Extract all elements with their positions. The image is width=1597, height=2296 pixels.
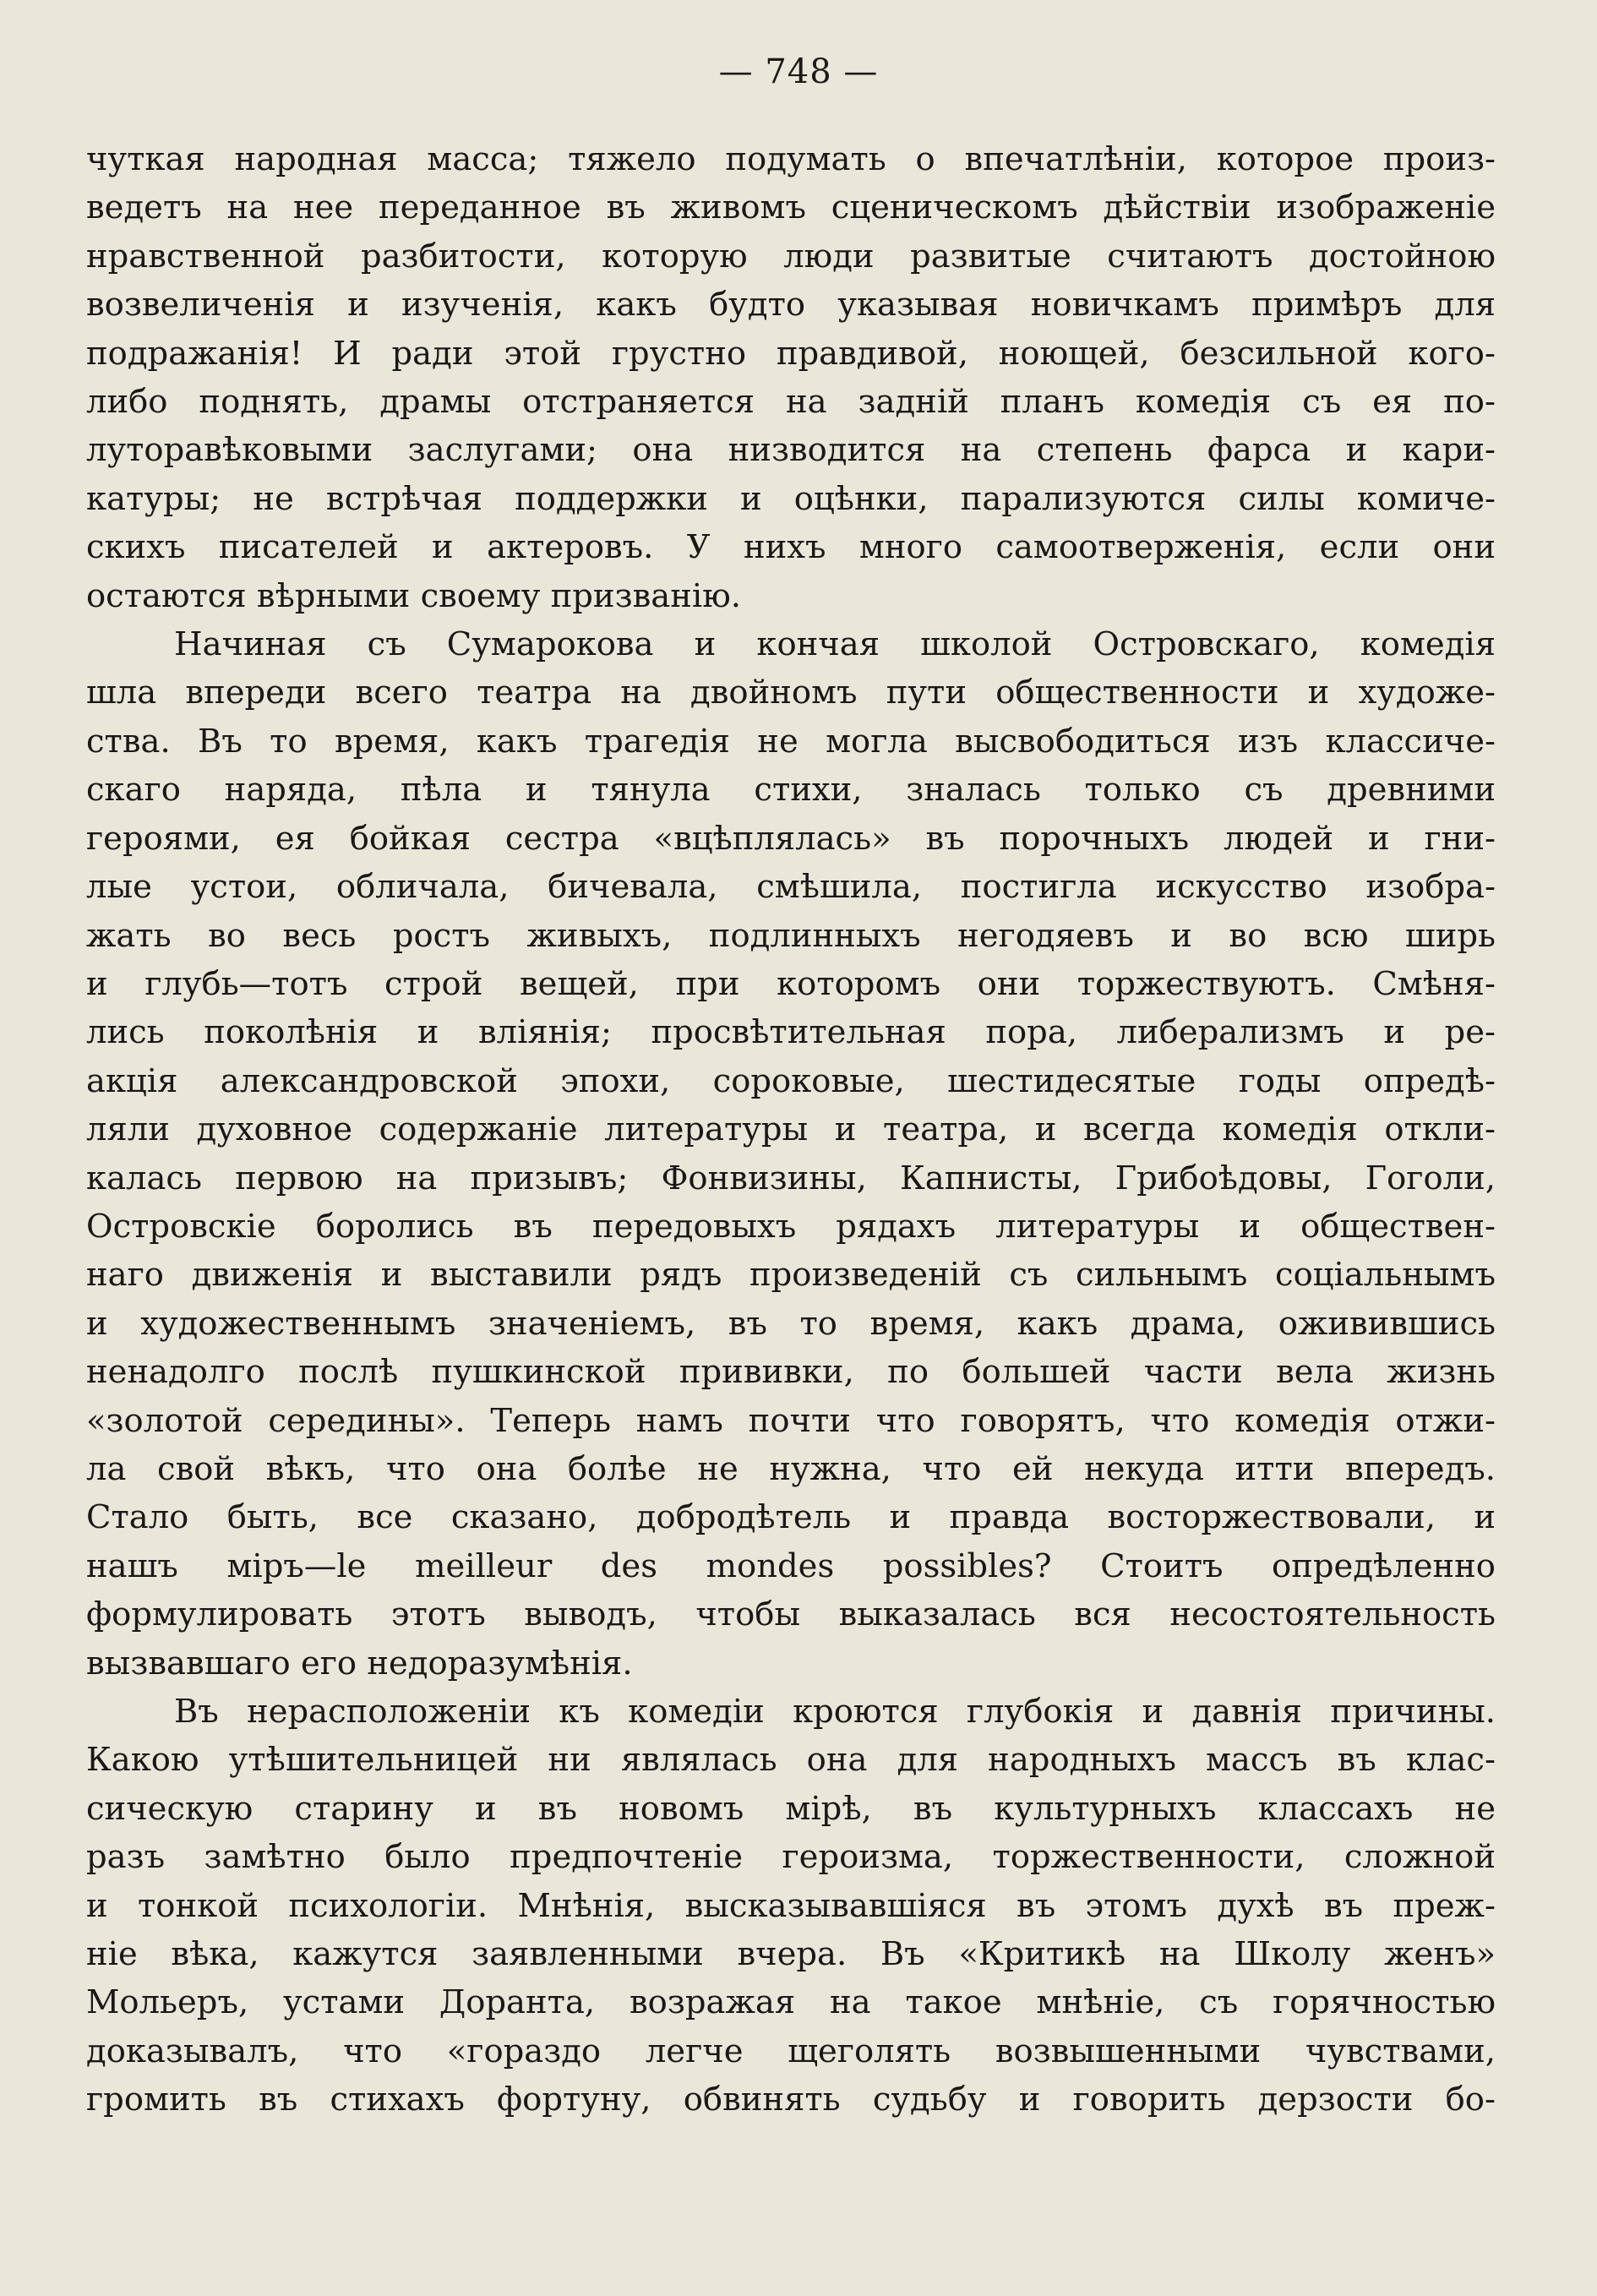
text-line: «золотой середины». Теперь намъ почти что говорятъ, что комедія отжи- (86, 1401, 1496, 1440)
text-line: сическую старину и въ новомъ мірѣ, въ культурныхъ классахъ не (86, 1789, 1496, 1828)
text-line: подражанія! И ради этой грустно правдивой, ноющей, безсильной кого- (86, 334, 1496, 373)
text-line: ства. Въ то время, какъ трагедія не могла высвободиться изъ классиче- (86, 722, 1496, 761)
text-line: вызвавшаго его недоразумѣнія. (86, 1644, 633, 1682)
text-line: доказывалъ, что «гораздо легче щеголять возвышенными чувствами, (86, 2031, 1496, 2070)
text-line: скихъ писателей и актеровъ. У нихъ много самоотверженія, если они (86, 528, 1496, 567)
text-line: жать во весь ростъ живыхъ, подлинныхъ негодяевъ и во всю ширь (86, 916, 1496, 955)
text-line: наго движенія и выставили рядъ произведеній съ сильнымъ соціальнымъ (86, 1256, 1496, 1295)
text-line: акція александровской эпохи, сороковые, шестидесятые годы опредѣ- (86, 1061, 1496, 1100)
text-line: и художественнымъ значеніемъ, въ то время, какъ драма, оживившись (86, 1304, 1496, 1343)
text-line: ніе вѣка, кажутся заявленными вчера. Въ «Критикѣ на Школу женъ» (86, 1935, 1496, 1974)
text-line: и глубь—тотъ строй вещей, при которомъ они торжествуютъ. Смѣня- (86, 964, 1496, 1003)
text-line: нашъ міръ—le meilleur des mondes possibles? Стоитъ опредѣленно (86, 1546, 1496, 1585)
text-line: громить въ стихахъ фортуну, обвинять судьбу и говорить дерзости бо- (86, 2081, 1496, 2119)
text-line: Въ нерасположеніи къ комедіи кроются глубокія и давнія причины. (174, 1693, 1496, 1731)
text-line: либо поднять, драмы отстраняется на задній планъ комедія съ ея по- (86, 383, 1496, 422)
text-line: ла свой вѣкъ, что она болѣе не нужна, что ей некуда итти впередъ. (86, 1449, 1496, 1488)
text-line: остаются вѣрными своему призванію. (86, 576, 741, 615)
text-line: луторавѣковыми заслугами; она низводится на степень фарса и кари- (86, 431, 1496, 470)
text-line: лись поколѣнія и вліянія; просвѣтительная пора, либерализмъ и ре- (86, 1013, 1496, 1052)
text-line: Начиная съ Сумарокова и кончая школой Островскаго, комедія (174, 625, 1496, 664)
text-line: ляли духовное содержаніе литературы и театра, и всегда комедія откли- (86, 1110, 1496, 1149)
text-line: калась первою на призывъ; Фонвизины, Капнисты, Грибоѣдовы, Гоголи, (86, 1159, 1496, 1197)
text-line: ненадолго послѣ пушкинской прививки, по большей части вела жизнь (86, 1353, 1496, 1392)
text-line: лые устои, обличала, бичевала, смѣшила, постигла искусство изобра- (86, 868, 1496, 907)
text-line: разъ замѣтно было предпочтеніе героизма, торжественности, сложной (86, 1838, 1496, 1877)
text-line: скаго наряда, пѣла и тянула стихи, зналась только съ древними (86, 771, 1496, 810)
text-line: Какою утѣшительницей ни являлась она для народныхъ массъ въ клас- (86, 1741, 1496, 1780)
text-line: чуткая народная масса; тяжело подумать о впечатлѣніи, которое произ- (86, 140, 1496, 178)
text-line: возвеличенія и изученія, какъ будто указывая новичкамъ примѣръ для (86, 286, 1496, 324)
text-line: формулировать этотъ выводъ, чтобы выказалась вся несостоятельность (86, 1595, 1496, 1634)
text-line: нравственной разбитости, которую люди развитые считаютъ достойною (86, 237, 1496, 275)
body-text (86, 135, 1496, 2124)
text-line: катуры; не встрѣчая поддержки и оцѣнки, парализуются силы комиче- (86, 479, 1496, 518)
page-number: — 748 — (718, 52, 879, 91)
text-line: и тонкой психологіи. Мнѣнія, высказывавшіяся въ этомъ духѣ въ преж- (86, 1886, 1496, 1925)
text-line: героями, ея бойкая сестра «вцѣплялась» въ порочныхъ людей и гни- (86, 819, 1496, 858)
text-line: ведетъ на нее переданное въ живомъ сценическомъ дѣйствіи изображеніе (86, 188, 1496, 227)
text-line: шла впереди всего театра на двойномъ пути общественности и художе- (86, 674, 1496, 712)
text-line: Стало быть, все сказано, добродѣтель и правда восторжествовали, и (86, 1498, 1496, 1537)
paragraph-3 (86, 1688, 1496, 2124)
text-line: Мольеръ, устами Доранта, возражая на такое мнѣніе, съ горячностью (86, 1983, 1496, 2022)
text-line: Островскіе боролись въ передовыхъ рядахъ литературы и обществен- (86, 1207, 1496, 1246)
paragraph-1 (86, 135, 1496, 620)
paragraph-2 (86, 620, 1496, 1688)
